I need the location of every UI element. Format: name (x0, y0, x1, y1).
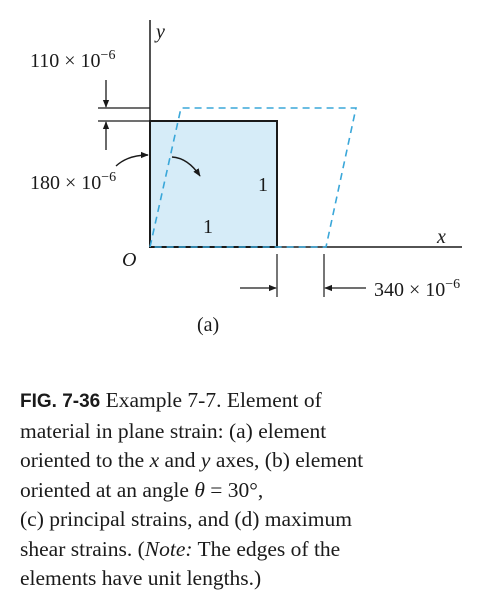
caption-line-4-a: oriented at an angle (20, 477, 195, 502)
caption-note-label: Note: (144, 536, 193, 561)
caption-y-symbol: y (200, 448, 211, 472)
caption-line-7: elements have unit lengths.) (20, 566, 262, 590)
edge-length-label-right: 1 (258, 174, 268, 196)
part-label-a: (a) (197, 314, 220, 336)
caption-line-6-b: The edges of the (192, 536, 341, 561)
caption-theta-symbol: θ (194, 477, 205, 502)
strain-label-top-exponent: −6 (100, 48, 116, 63)
caption-line-3 (20, 446, 480, 476)
caption-line-4 (20, 476, 480, 506)
strain-label-left: $180 \times 10^{-6}$ (30, 170, 117, 194)
caption-line-6 (20, 535, 480, 565)
caption-line-6-a: shear strains. ( (20, 536, 145, 561)
origin-label: O (122, 249, 137, 271)
caption-line-3-c: axes, (b) element (210, 448, 364, 472)
caption-line-1-text: Example 7-7. Element of (100, 388, 322, 412)
caption-line-3-b: and (159, 448, 201, 472)
caption-line-1 (20, 386, 480, 417)
strain-label-top: $110 \times 10^{-6}$ (30, 48, 116, 72)
y-axis-label: y (156, 21, 165, 43)
caption-line-4-b: = 30°, (204, 477, 264, 502)
caption-line-2: material in plane strain: (a) element (20, 418, 327, 443)
figure-number-label: FIG. 7-36 (20, 391, 101, 412)
edge-length-label-bottom: 1 (203, 216, 213, 238)
left-angle-arrow (116, 155, 148, 166)
caption-line-5: (c) principal strains, and (d) maximum (20, 507, 352, 531)
caption-x-symbol: x (149, 448, 160, 472)
figure-caption (20, 386, 480, 594)
strain-label-right-exponent: −6 (445, 277, 461, 292)
x-axis-label: x (437, 226, 446, 248)
caption-line-3-a: oriented to the (20, 448, 150, 472)
strain-label-left-exponent: −6 (101, 170, 117, 185)
strain-label-right: $340 \times 10^{-6}$ (374, 277, 461, 301)
